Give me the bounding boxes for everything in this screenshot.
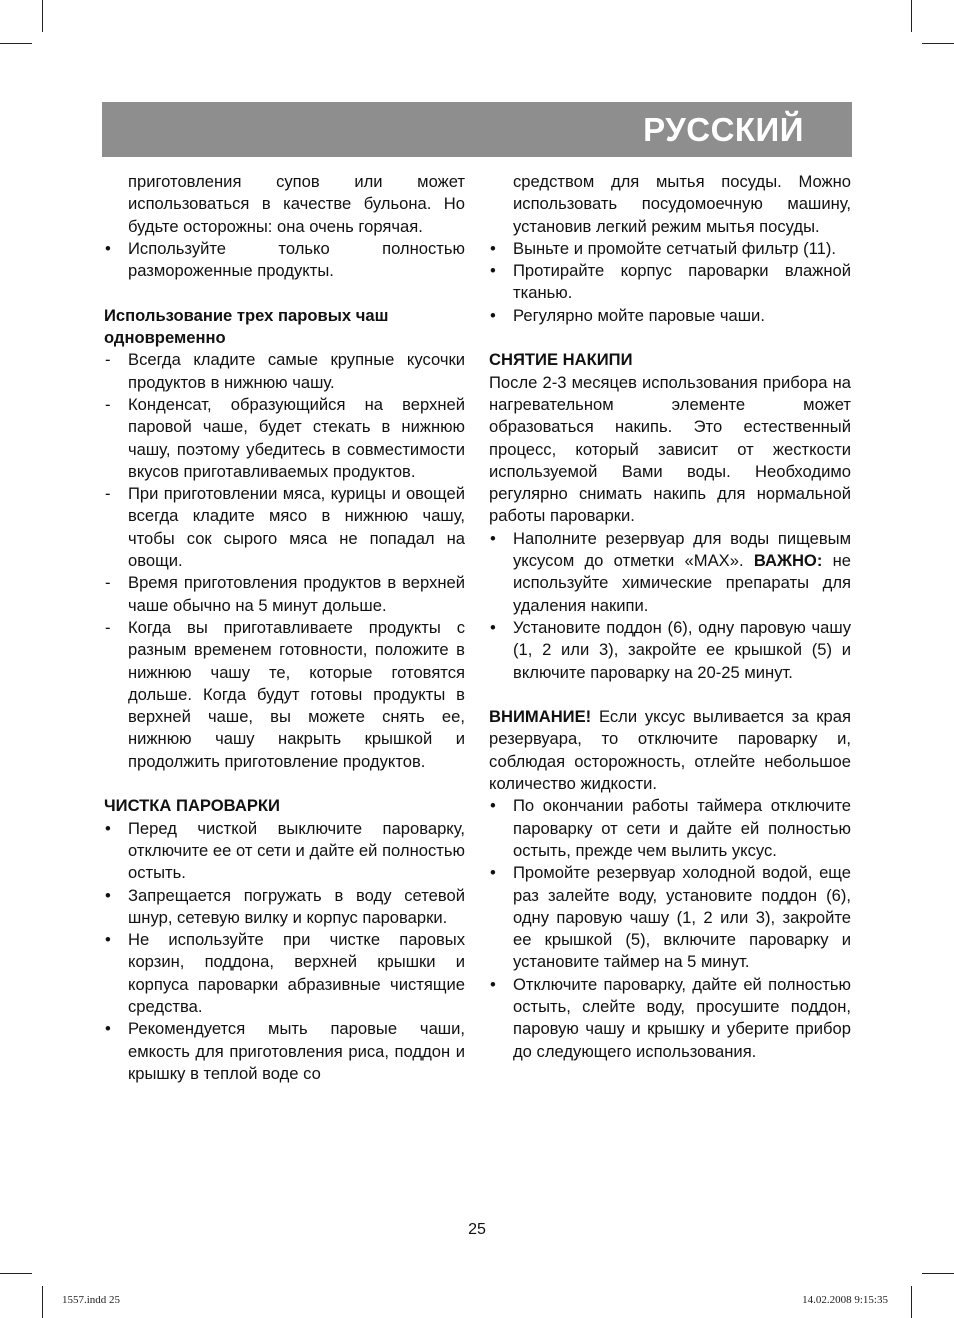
list-item bbox=[104, 1018, 465, 1085]
bullet-marker: • bbox=[490, 617, 496, 637]
language-title: РУССКИЙ bbox=[643, 111, 804, 148]
bullet-marker: • bbox=[105, 238, 111, 258]
section-heading: Использование трех паровых чаш одновременно bbox=[104, 305, 389, 348]
bullet-marker: • bbox=[490, 974, 496, 994]
crop-mark bbox=[911, 1286, 912, 1318]
section-heading: ЧИСТКА ПАРОВАРКИ bbox=[104, 796, 280, 816]
list-item bbox=[104, 394, 465, 483]
crop-mark bbox=[922, 43, 954, 44]
bullet-marker: • bbox=[105, 1019, 111, 1039]
warning-text: Если уксус выливается за края резервуара, то отключите пароварку и, соблюдая осторожность, отлейте небольшое количество жидкости. bbox=[489, 707, 851, 794]
crop-mark bbox=[0, 43, 32, 44]
list-item-text: Не используйте при чистке паровых корзин, поддона, верхней крышки и корпуса пароварки абразивные чистящие средства. bbox=[128, 930, 465, 1016]
list-item-text: Наполните резервуар для воды пищевым уксусом до отметки «MAX». bbox=[513, 528, 851, 571]
list-item bbox=[489, 617, 851, 684]
list-item bbox=[489, 974, 851, 1063]
list-item-text: Выньте и промойте сетчатый фильтр (11). bbox=[513, 238, 837, 258]
warning-paragraph bbox=[489, 706, 851, 795]
list-item-text: Когда вы приготавливаете продукты с разным временем готовности, положите в нижнюю чашу те, которые готовятся дольше. Когда будут готовы продукты в верхней чаше, вы можете снять ее, нижнюю чашу накрыть крышкой и продолжить приготовление продуктов. bbox=[128, 617, 465, 771]
list-item bbox=[104, 238, 465, 283]
list-item-text: Всегда кладите самые крупные кусочки продуктов в нижнюю чашу. bbox=[128, 350, 465, 392]
bullet-marker: • bbox=[105, 818, 111, 838]
list-item-text: Протирайте корпус пароварки влажной тканью. bbox=[513, 261, 851, 303]
list-item-text: Рекомендуется мыть паровые чаши, емкость для приготовления риса, поддон и крышку в теплой воде со bbox=[128, 1019, 465, 1083]
list-item bbox=[104, 929, 465, 1018]
page-number: 25 bbox=[468, 1221, 486, 1238]
list-item bbox=[104, 572, 465, 617]
bullet-marker: • bbox=[490, 238, 496, 258]
important-text: не используйте химические препараты для удаления накипи. bbox=[513, 551, 851, 615]
descaling-paragraph: После 2-3 месяцев использования прибора на нагревательном элементе может образоваться накипь. Это естественный процесс, который зависит от жесткости используемой Вами воды. Необходимо регулярно снимать накипь для нормальной работы пароварки. bbox=[489, 372, 851, 526]
warning-label: ВНИМАНИЕ! bbox=[489, 707, 592, 727]
list-item bbox=[489, 305, 851, 327]
list-item bbox=[489, 862, 851, 973]
important-label: ВАЖНО: bbox=[753, 551, 823, 571]
list-item bbox=[489, 528, 851, 617]
list-item-text: Используйте только полностью размороженные продукты. bbox=[128, 238, 465, 281]
dash-marker: - bbox=[105, 573, 111, 593]
list-item bbox=[489, 795, 851, 862]
bullet-marker: • bbox=[490, 796, 496, 816]
list-item bbox=[489, 260, 851, 305]
list-item bbox=[104, 483, 465, 572]
list-item-text: Запрещается погружать в воду сетевой шнур, сетевую вилку и корпус пароварки. bbox=[128, 885, 465, 927]
footer-datetime-slug: 14.02.2008 9:15:35 bbox=[802, 1294, 888, 1306]
language-header-band bbox=[102, 102, 852, 157]
list-item-text: Регулярно мойте паровые чаши. bbox=[513, 305, 765, 325]
bullet-marker: • bbox=[490, 261, 496, 281]
dash-marker: - bbox=[105, 350, 111, 370]
list-item bbox=[104, 617, 465, 773]
dash-marker: - bbox=[105, 484, 111, 504]
list-item bbox=[104, 349, 465, 394]
list-item-text: Отключите пароварку, дайте ей полностью остыть, слейте воду, просушите поддон, паровую чашу и крышку и уберите прибор до следующего использования. bbox=[513, 974, 851, 1061]
crop-mark bbox=[42, 1286, 43, 1318]
intro-paragraph: приготовления супов или может использоваться в качестве бульона. Но будьте осторожны: она очень горячая. bbox=[128, 172, 465, 236]
list-item-text: Конденсат, образующийся на верхней паровой чаше, будет стекать в нижнюю чашу, поэтому убедитесь в совместимости вкусов приготавливаемых продуктов. bbox=[128, 394, 465, 481]
section-heading: СНЯТИЕ НАКИПИ bbox=[489, 350, 633, 370]
bullet-marker: • bbox=[105, 885, 111, 905]
crop-mark bbox=[922, 1273, 954, 1274]
list-item-text: Перед чисткой выключите пароварку, отключите ее от сети и дайте ей полностью остыть. bbox=[128, 818, 465, 883]
crop-mark bbox=[0, 1273, 32, 1274]
crop-mark bbox=[42, 0, 43, 32]
crop-mark bbox=[911, 0, 912, 32]
dash-marker: - bbox=[105, 617, 111, 637]
dash-marker: - bbox=[105, 394, 111, 414]
bullet-marker: • bbox=[105, 930, 111, 950]
list-item bbox=[104, 818, 465, 885]
footer-file-slug: 1557.indd 25 bbox=[62, 1294, 121, 1306]
list-item bbox=[489, 238, 851, 260]
bullet-marker: • bbox=[490, 863, 496, 883]
list-item bbox=[104, 885, 465, 930]
list-item-text: Время приготовления продуктов в верхней чаше обычно на 5 минут дольше. bbox=[128, 573, 465, 615]
list-item-text: При приготовлении мяса, курицы и овощей всегда кладите мясо в нижнюю чашу, чтобы сок сырого мяса не попадал на овощи. bbox=[128, 484, 465, 571]
bullet-marker: • bbox=[490, 528, 496, 548]
list-item-text: Установите поддон (6), одну паровую чашу (1, 2 или 3), закройте ее крышкой (5) и включите пароварку на 20-25 минут. bbox=[513, 617, 851, 682]
continuation-paragraph: средством для мытья посуды. Можно использовать посудомоечную машину, установив легкий режим мытья посуды. bbox=[513, 172, 851, 236]
right-column bbox=[489, 171, 851, 1063]
list-item-text: Промойте резервуар холодной водой, еще раз залейте воду, установите поддон (6), одну паровую чашу (1, 2 или 3), закройте ее крышкой (5), включите пароварку и установите таймер на 5 минут. bbox=[513, 863, 851, 972]
bullet-marker: • bbox=[490, 305, 496, 325]
left-column bbox=[104, 171, 465, 1085]
list-item-text: По окончании работы таймера отключите пароварку от сети и дайте ей полностью остыть, прежде чем вылить уксус. bbox=[513, 796, 851, 860]
